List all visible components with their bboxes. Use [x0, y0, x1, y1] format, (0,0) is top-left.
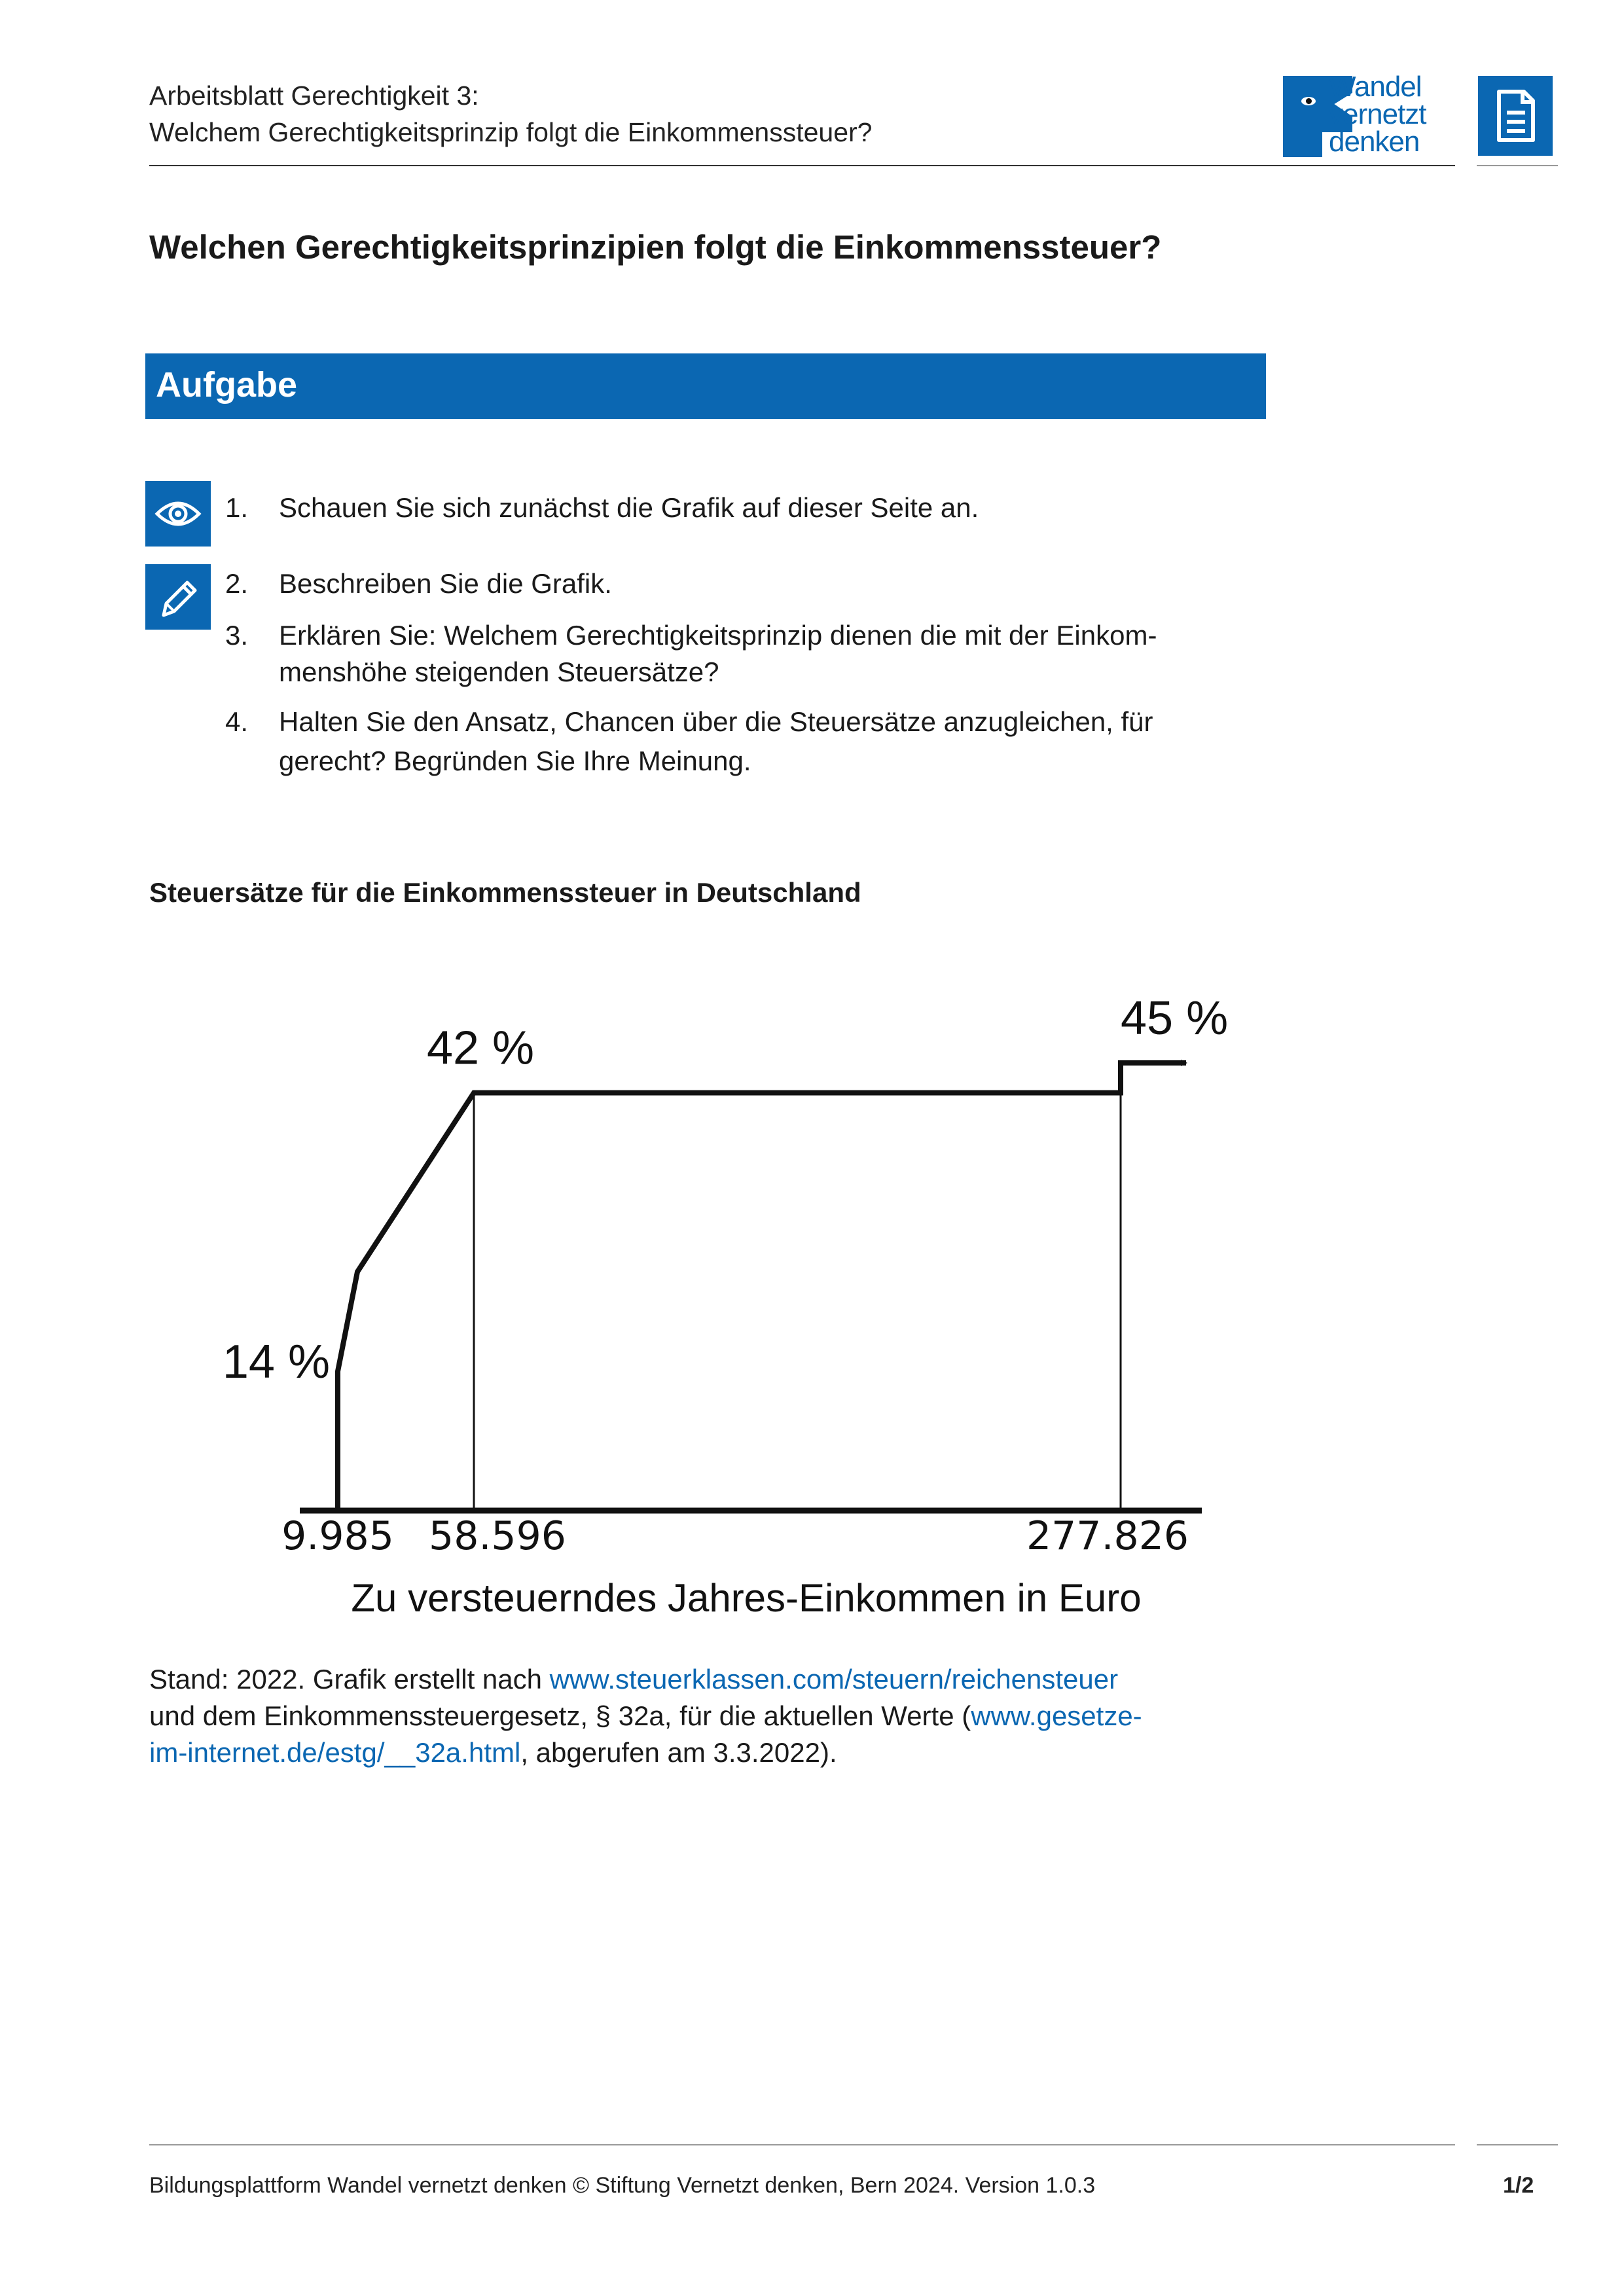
header-divider-short — [1477, 165, 1558, 166]
footer-divider-short — [1477, 2144, 1558, 2145]
source-link-steuerklassen[interactable]: www.steuerklassen.com/steuern/reichensteuer — [549, 1664, 1119, 1695]
header-divider — [149, 165, 1455, 166]
chart-title: Steuersätze für die Einkommenssteuer in Deutschland — [149, 877, 861, 908]
logo-word-2: vernetzt — [1329, 98, 1426, 130]
page-number: 1/2 — [1503, 2173, 1534, 2198]
source-note — [149, 1661, 1327, 1771]
x-tick-label: 9.985 — [281, 1513, 394, 1559]
point-label: 45 % — [1121, 992, 1229, 1045]
source-prefix: Stand: 2022. Grafik erstellt nach — [149, 1664, 550, 1695]
tax-rate-chart — [145, 942, 1258, 1643]
header-line-1: Arbeitsblatt Gerechtigkeit 3: — [149, 81, 479, 111]
tax-rate-line — [338, 1063, 1186, 1511]
task-text: Beschreiben Sie die Grafik. — [279, 568, 612, 599]
task-bar — [145, 353, 1266, 419]
task-number: 1. — [225, 492, 249, 523]
task-number: 2. — [225, 568, 249, 599]
task-text-line-2: gerecht? Begründen Sie Ihre Meinung. — [279, 745, 751, 776]
source-suffix: , abgerufen am 3.3.2022). — [520, 1737, 837, 1768]
logo-word-1: Wandel — [1329, 71, 1422, 103]
eye-icon — [145, 481, 211, 547]
task-text-line-1: Halten Sie den Ansatz, Chancen über die Steuersätze anzugleichen, für — [279, 706, 1153, 737]
footer-divider — [149, 2144, 1455, 2145]
x-tick-label: 58.596 — [429, 1513, 566, 1559]
footer-text: Bildungsplattform Wandel vernetzt denken © Stiftung Vernetzt denken, Bern 2024. Version 1.0.3 — [149, 2173, 1096, 2198]
x-tick-label: 277.826 — [1026, 1513, 1189, 1559]
worksheet-header — [149, 77, 872, 151]
task-text-line-1: Erklären Sie: Welchem Gerechtigkeitsprinzip dienen die mit der Einkom- — [279, 620, 1157, 651]
task-bar-label: Aufgabe — [156, 365, 297, 404]
source-link-gesetze-part2[interactable]: im-internet.de/estg/__32a.html — [149, 1737, 521, 1768]
point-label: 42 % — [426, 1022, 535, 1075]
logo-word-3: denken — [1329, 126, 1420, 158]
task-text: Schauen Sie sich zunächst die Grafik auf dieser Seite an. — [279, 492, 979, 523]
task-number: 4. — [225, 706, 249, 737]
header-line-2: Welchem Gerechtigkeitsprinzip folgt die Einkommenssteuer? — [149, 117, 873, 147]
wandel-vernetzt-denken-logo — [1283, 71, 1460, 158]
task-text-line-2: menshöhe steigenden Steuersätze? — [279, 656, 719, 687]
source-middle: und dem Einkommenssteuergesetz, § 32a, für die aktuellen Werte ( — [149, 1700, 971, 1731]
document-icon — [1478, 76, 1553, 156]
point-label: 14 % — [222, 1336, 330, 1389]
page-title: Welchen Gerechtigkeitsprinzipien folgt die Einkommenssteuer? — [149, 228, 1162, 266]
x-axis-label: Zu versteuerndes Jahres-Einkommen in Euro — [351, 1576, 1142, 1620]
source-link-gesetze-part1[interactable]: www.gesetze- — [971, 1700, 1142, 1731]
task-number: 3. — [225, 620, 249, 651]
pencil-icon — [145, 564, 211, 630]
